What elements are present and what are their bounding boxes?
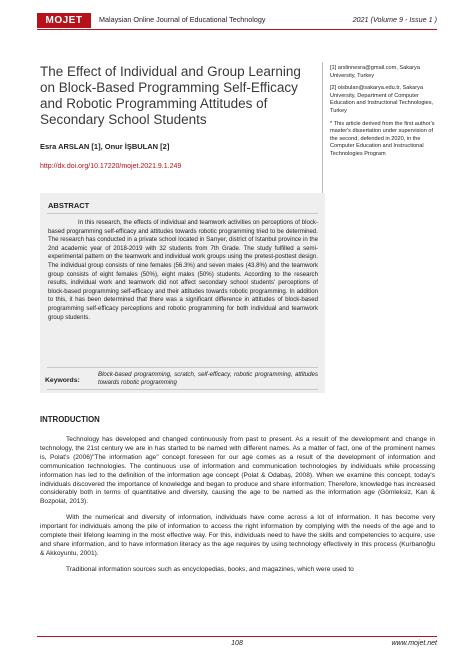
- page-number: 108: [231, 640, 243, 647]
- abstract-divider: [47, 213, 318, 214]
- keywords-divider-bottom: [47, 389, 318, 390]
- keywords-divider-top: [47, 367, 318, 368]
- header-divider: [37, 29, 437, 30]
- footer-divider: [37, 636, 437, 637]
- keywords-text: Block-based programming, scratch, self-efficacy, robotic programming, attitudes towards robotic programming: [98, 371, 318, 386]
- paragraph: Traditional information sources such as encyclopedias, books, and magazines, which were used to: [66, 565, 354, 573]
- journal-name: Malaysian Online Journal of Educational Technology: [99, 15, 266, 24]
- dissertation-note: * This article derived from the first author's master's dissertation under supervision of the second, defended in 2020, in the Computer Education and Instructional Technologies Program: [330, 120, 435, 157]
- paragraph: With the numerical and diversity of information, individuals have come across a lot of information. It has become very important for individuals among the pile of information to access the right information by complying with the needs of the age and to complete their lifelong learning in the most effective way. For this, individuals need to have the skills and competencies to acquire, use and share information, and to have information literacy as the age requires by using technology effectively in this process (Kurbanoğlu & Akkoyunlu, 2001).: [40, 514, 435, 557]
- journal-header: [37, 13, 437, 33]
- article-title: The Effect of Individual and Group Learning on Block-Based Programming Self-Efficacy and Robotic Programming Attitudes of Secondary School Students: [40, 64, 301, 127]
- abstract-text: In this research, the effects of individual and teamwork activities on perceptions of block-based programming self-efficacy and attitudes towards robotic programming tried to be determined. The research has conducted in a private school located in Sarıyer, district of Istanbul province in the 2nd academic year of 2018-2019 with 32 students from 7th Grade. The study fulfilled a semi-experimental pattern on the teamwork and individual work groups using the pretest-posttest design. The individual group consists of nine females (56.3%) and seven males (43.8%) and the teamwork group consists of eight females (50%), eight males (50%) students. According to the research results, individual work and teamwork did not affect secondary school students' perceptions of block-based programming self-efficacy and their attitudes towards robotic programming. In addition to this, it has been determined that there was a significant difference in attitudes of block-based programming self-efficacy perceptions and robotic programming for both individual and teamwork group students.: [48, 219, 318, 321]
- volume-issue: 2021 (Volume 9 - Issue 1 ): [352, 15, 437, 24]
- website-link[interactable]: www.mojet.net: [391, 640, 437, 647]
- keywords-label: Keywords:: [45, 377, 80, 384]
- introduction-body: [40, 436, 435, 582]
- author-1-affiliation: [1] arslinnesra@gmail.com, Sakarya University, Turkey: [330, 65, 420, 79]
- author-info-sidebar: [330, 65, 435, 164]
- journal-logo: MOJET: [37, 13, 91, 28]
- author-2-affiliation: [2] oisbulan@sakarya.edu.tr, Sakarya University, Department of Computer Education and Instructional Technologies, Turkey: [330, 85, 434, 114]
- abstract-box: [40, 193, 325, 393]
- paragraph: Technology has developed and changed continuously from past to present. As a result of the development and change in technology, the 21st century we are in has started to be named with different names. As a matter of fact, one of the prominent names is, Polat's (2006)"The information age" concept foreseen for our age comes as a result of the development of information and communication technologies. The continuous use of information and communication technologies by individuals while processing information has led to the definition of the information age concept (Polat & Odabaş, 2008). When we examine this concept, today's individuals discovered the importance of knowledge and began to produce and share information; Therefore, knowledge has increased considerably both in terms of quantitative and diversity, causing the age to be named as the information age (Gömleksiz, Kan & Bozpolat, 2013).: [40, 436, 435, 506]
- sidebar-divider: [322, 62, 323, 207]
- abstract-heading: ABSTRACT: [48, 201, 90, 210]
- author-list: Esra ARSLAN [1], Onur İŞBULAN [2]: [40, 142, 170, 151]
- doi-link[interactable]: http://dx.doi.org/10.17220/mojet.2021.9.1.249: [40, 163, 182, 170]
- introduction-heading: INTRODUCTION: [40, 415, 100, 424]
